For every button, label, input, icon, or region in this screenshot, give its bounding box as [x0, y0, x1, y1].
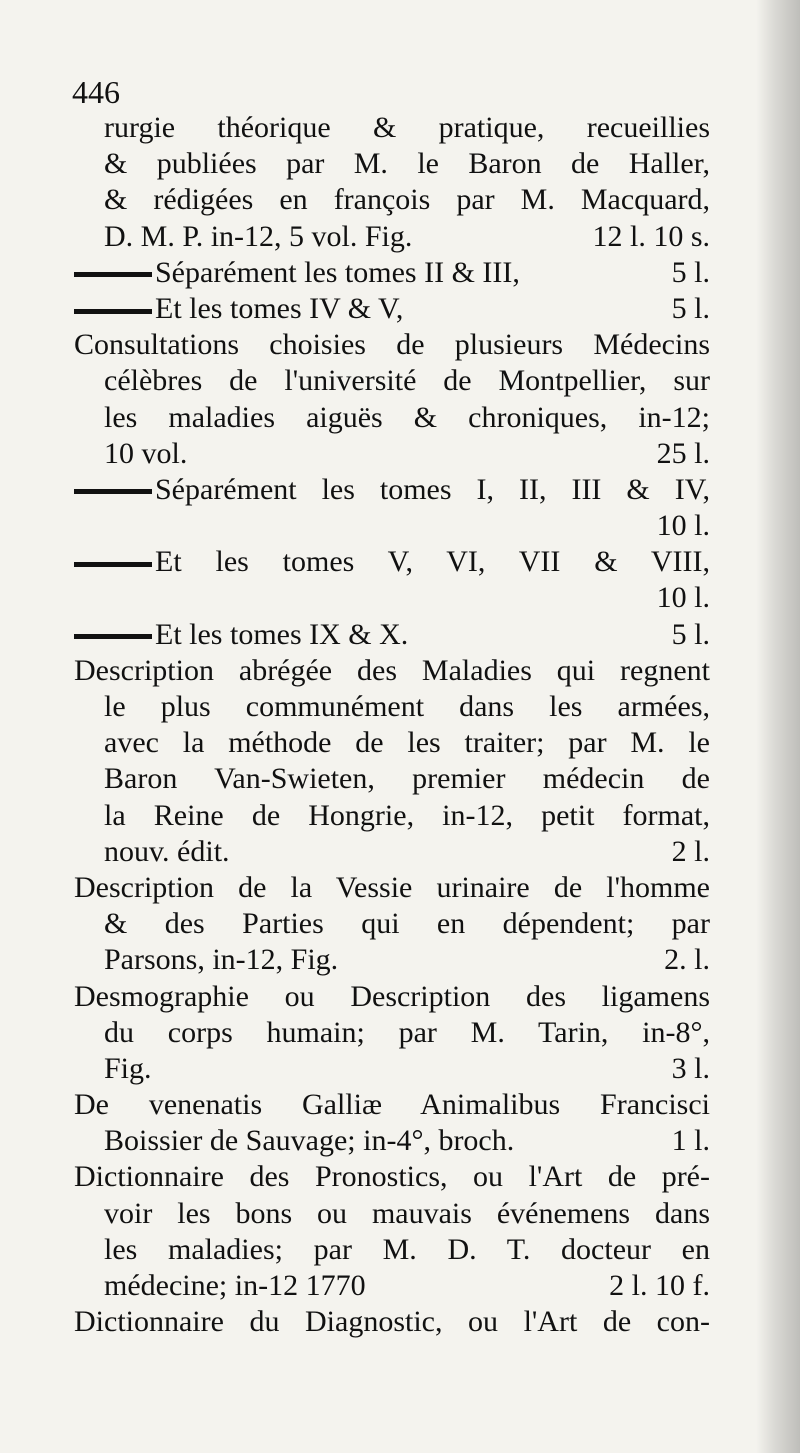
text-line: [74, 1123, 710, 1159]
line-text: du corps humain; par M. Tarin, in-8°,: [104, 1015, 710, 1049]
text-line: [74, 146, 710, 182]
text-line: [74, 689, 710, 725]
price: 5 l.: [671, 617, 710, 651]
rule-dash: [74, 634, 152, 639]
line-text: médecine; in-12 1770: [104, 1269, 366, 1302]
line-text: De venenatis Galliæ Animalibus Francisci: [74, 1088, 710, 1122]
line-text: & rédigées en françois par M. Macquard,: [104, 183, 710, 217]
text-line: [74, 798, 710, 834]
line-text: & des Parties qui en dépendent; par: [104, 907, 710, 941]
line-text: D. M. P. in-12, 5 vol. Fig.: [104, 219, 413, 253]
line-text: Description abrégée des Maladies qui regnent: [74, 653, 710, 687]
text-line: [74, 363, 710, 399]
price: 10 l.: [656, 581, 710, 615]
text-line: [74, 544, 710, 580]
text-line: [74, 580, 710, 616]
rule-dash: [74, 562, 152, 567]
text-line: [74, 870, 710, 906]
page-text: [74, 110, 710, 1340]
line-text: Baron Van-Swieten, premier médecin de: [104, 762, 710, 796]
text-line: [74, 1159, 710, 1195]
line-text: Consultations choisies de plusieurs Médecins: [74, 328, 710, 362]
price: 2 l.: [671, 834, 710, 868]
line-text: 10 vol.: [104, 436, 188, 470]
text-line: [74, 291, 710, 327]
price: 1 l.: [671, 1124, 710, 1158]
line-text: les maladies aiguës & chroniques, in-12;: [104, 400, 710, 434]
text-line: [74, 1051, 710, 1087]
line-text: Séparément les tomes I, II, III & IV,: [155, 472, 710, 506]
line-text: Et les tomes IV & V,: [155, 291, 404, 325]
line-text: Dictionnaire des Pronostics, ou l'Art de pré-: [74, 1160, 710, 1194]
text-line: [74, 219, 710, 255]
rule-dash: [74, 272, 152, 277]
price: 12 l. 10 s.: [592, 219, 710, 253]
line-text: Fig.: [104, 1051, 152, 1085]
line-text: voir les bons ou mauvais événemens dans: [104, 1196, 710, 1230]
text-line: [74, 1232, 710, 1268]
text-line: [74, 255, 710, 291]
text-line: [74, 906, 710, 942]
line-text: rurgie théorique & pratique, recueillies: [104, 111, 710, 144]
text-line: [74, 400, 710, 436]
text-line: [74, 1015, 710, 1051]
price: 2. l.: [664, 943, 710, 977]
text-line: [74, 942, 710, 978]
price: 10 l.: [656, 509, 710, 543]
price: 5 l.: [671, 291, 710, 325]
text-line: [74, 436, 710, 472]
line-text: les maladies; par M. D. T. docteur en: [104, 1232, 710, 1266]
text-line: [74, 472, 710, 508]
text-line: [74, 834, 710, 870]
price: 3 l.: [671, 1051, 710, 1085]
text-line: [74, 1087, 710, 1123]
text-line: [74, 979, 710, 1015]
price: 5 l.: [671, 255, 710, 289]
text-line: [74, 1196, 710, 1232]
line-text: Et les tomes V, VI, VII & VIII,: [155, 545, 710, 579]
line-text: & publiées par M. le Baron de Haller,: [104, 147, 710, 181]
line-text: la Reine de Hongrie, in-12, petit format,: [104, 798, 710, 832]
line-text: Parsons, in-12, Fig.: [104, 943, 339, 977]
text-line: [74, 327, 710, 363]
line-text: avec la méthode de les traiter; par M. le: [104, 726, 710, 760]
text-line: [74, 182, 710, 218]
line-text: célèbres de l'université de Montpellier, sur: [104, 364, 710, 398]
line-text: Et les tomes IX & X.: [155, 617, 409, 651]
rule-dash: [74, 489, 152, 494]
line-text: Séparément les tomes II & III,: [155, 255, 520, 289]
text-line: [74, 725, 710, 761]
line-text: Desmographie ou Description des ligamens: [74, 979, 710, 1013]
text-line: [74, 617, 710, 653]
text-line: [74, 761, 710, 797]
text-line: [74, 1268, 710, 1304]
line-text: nouv. édit.: [104, 834, 230, 868]
text-line: [74, 1304, 710, 1340]
line-text: Description de la Vessie urinaire de l'homme: [74, 870, 710, 904]
text-line: [74, 653, 710, 689]
price: 2 l. 10 f.: [609, 1269, 710, 1302]
page-shadow: [756, 0, 800, 1453]
line-text: Boissier de Sauvage; in-4°, broch.: [104, 1124, 515, 1158]
price: 25 l.: [656, 436, 710, 470]
text-line: [74, 110, 710, 146]
page-number: 446: [72, 74, 120, 110]
line-text: le plus communément dans les armées,: [104, 690, 710, 723]
rule-dash: [74, 309, 152, 314]
text-line: [74, 508, 710, 544]
line-text: Dictionnaire du Diagnostic, ou l'Art de con-: [74, 1305, 710, 1339]
